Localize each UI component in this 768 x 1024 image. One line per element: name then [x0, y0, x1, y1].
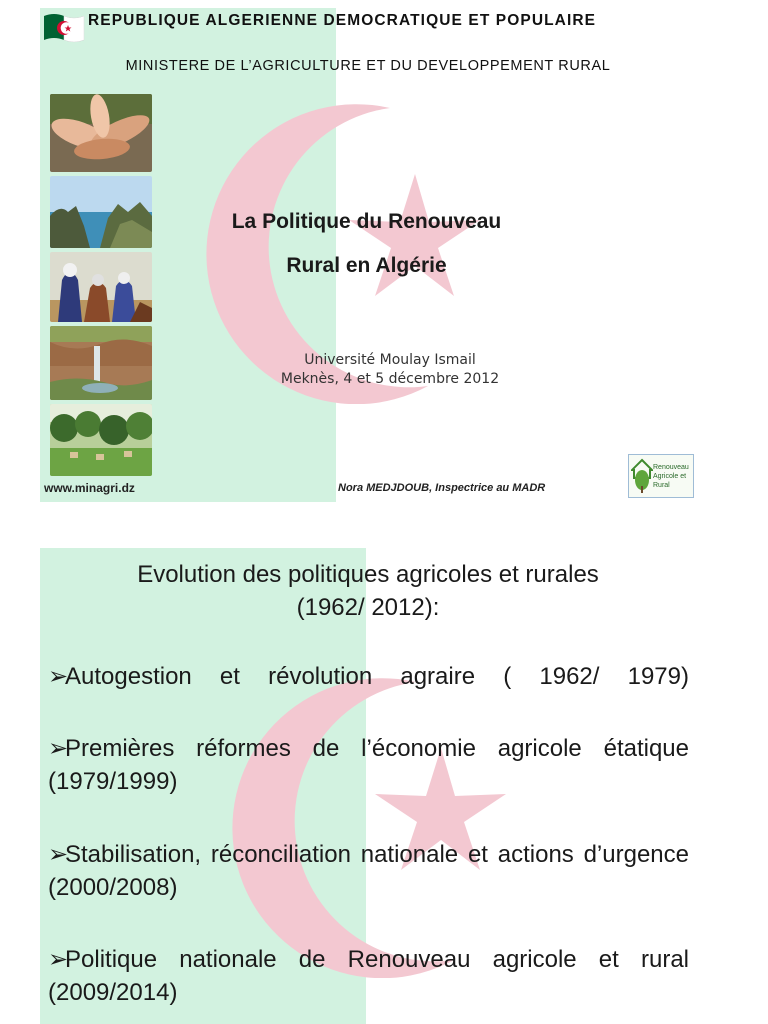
bullet-text: Premières réformes de l’économie agricole étatique (1979/1999) — [48, 735, 689, 795]
algerian-flag-icon — [42, 10, 86, 44]
bullet-item — [48, 838, 689, 937]
arrow-bullet-icon: ➢ — [48, 663, 69, 690]
evolution-heading — [60, 558, 676, 624]
tree-house-icon — [631, 458, 653, 494]
bullet-item — [48, 660, 689, 726]
logo-text-line2: Agricole et Rural — [653, 473, 687, 489]
logo-text — [653, 463, 693, 490]
presentation-title-line2: Rural en Algérie — [286, 254, 447, 277]
presentation-title-line1: La Politique du Renouveau — [231, 210, 502, 233]
tuareg-riders-photo — [50, 252, 152, 322]
coastline-photo — [50, 176, 152, 248]
waterfall-photo — [50, 326, 152, 400]
venue-line1: Université Moulay Ismail — [304, 352, 476, 368]
bullet-item — [48, 943, 689, 1024]
heading-line1: Evolution des politiques agricoles et rurales — [137, 561, 599, 588]
ministry-header: MINISTERE DE L’AGRICULTURE ET DU DEVELOPPEMENT RURAL — [125, 58, 611, 74]
heading-line2: (1962/ 2012): — [296, 594, 440, 621]
logo-text-line1: Renouveau — [653, 464, 689, 471]
forest-beehives-photo — [50, 404, 152, 476]
arrow-bullet-icon: ➢ — [48, 735, 69, 762]
hands-photo — [50, 94, 152, 172]
evolution-slide — [40, 548, 696, 1024]
renouveau-logo — [628, 454, 694, 498]
bullet-text: Stabilisation, réconciliation nationale et actions d’urgence (2000/2008) — [48, 841, 689, 901]
title-slide — [40, 8, 696, 502]
arrow-bullet-icon: ➢ — [48, 946, 69, 973]
venue-line2: Meknès, 4 et 5 décembre 2012 — [280, 371, 500, 387]
bullet-item — [48, 732, 689, 831]
website-url: www.minagri.dz — [44, 481, 135, 495]
bullet-text: Autogestion et révolution agraire ( 1962/ 1979) — [65, 663, 689, 690]
arrow-bullet-icon: ➢ — [48, 841, 69, 868]
republic-header: REPUBLIQUE ALGERIENNE DEMOCRATIQUE ET POPULAIRE — [88, 12, 597, 29]
author-credit: Nora MEDJDOUB, Inspectrice au MADR — [338, 482, 546, 494]
bullet-text: Politique nationale de Renouveau agricole et rural (2009/2014) — [48, 946, 689, 1006]
